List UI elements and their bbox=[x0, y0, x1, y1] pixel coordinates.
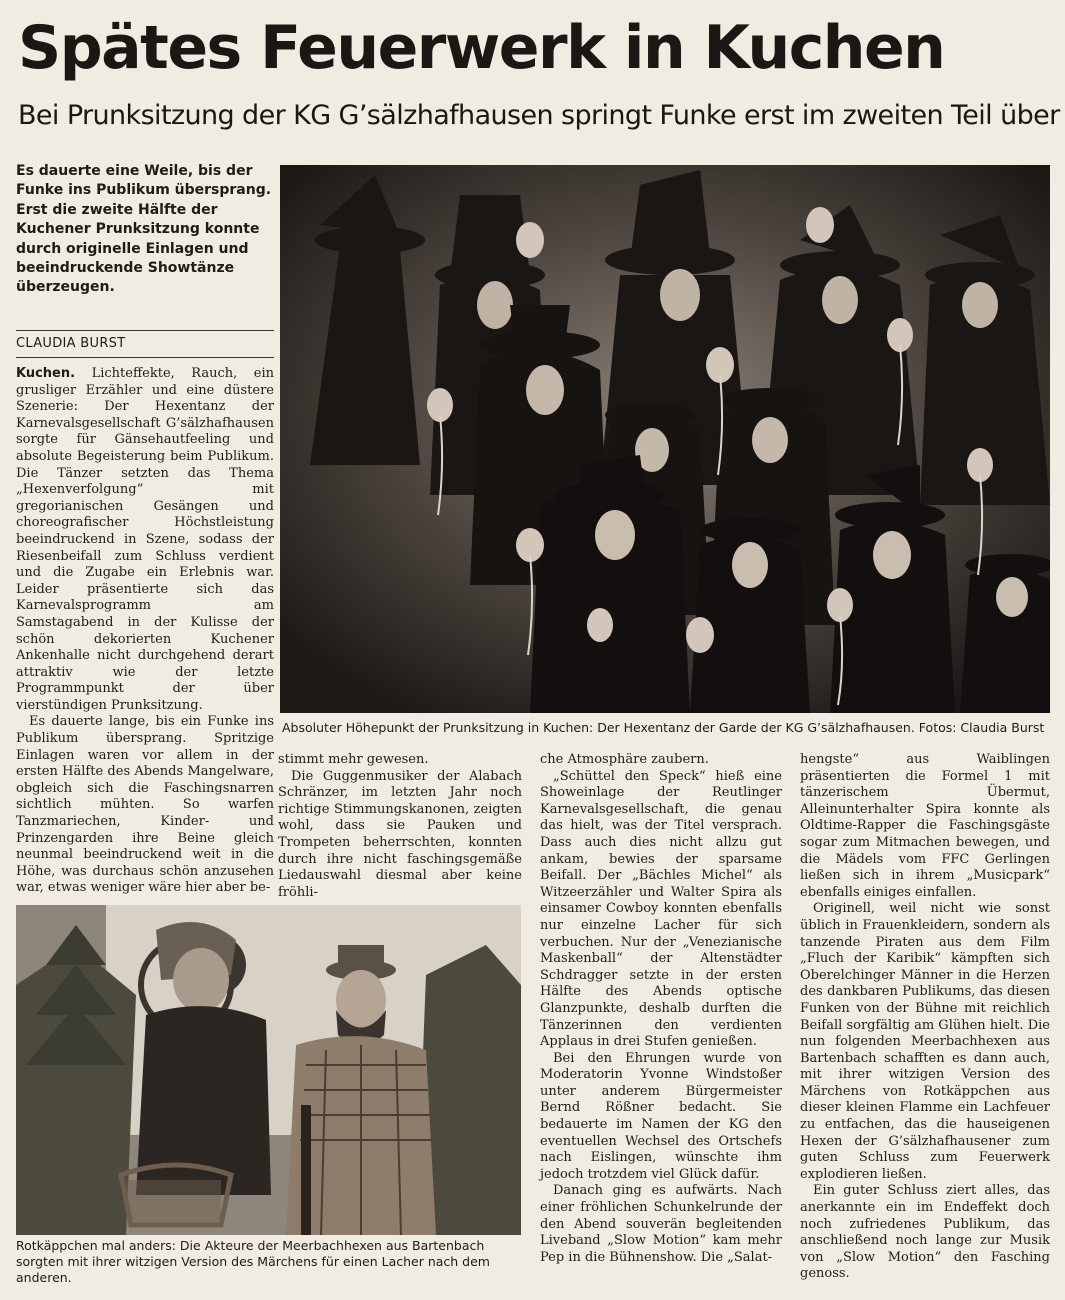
headline: Spätes Feuerwerk in Kuchen bbox=[18, 13, 945, 83]
caption-small-photo: Rotkäppchen mal anders: Die Akteure der Meerbachhexen aus Bartenbach sorgten mit ihrer witzigen Version des Märchens für einen Lacher nach dem anderen. bbox=[16, 1238, 490, 1285]
rotkaeppchen-photo-drawing bbox=[16, 905, 521, 1235]
paragraph: Danach ging es aufwärts. Nach einer fröhlichen Schunkelrunde der den Abend souverän begleitenden Liveband „Slow Motion“ kam mehr Pep in die Bühnenshow. Die „Salat- bbox=[540, 1183, 782, 1265]
text-column-2 bbox=[278, 752, 522, 901]
lead-paragraph: Es dauerte eine Weile, bis der Funke ins Publikum übersprang. Erst die zweite Hälfte der Kuchener Prunksitzung konnte durch originelle Einlagen und beeindruckende Showtänze überzeugen. bbox=[16, 163, 272, 296]
paragraph: Originell, weil nicht wie sonst üblich in Frauenkleidern, sondern als tanzende Piraten aus dem Film „Fluch der Karibik“ kämpften sich Oberelchinger Männer in die Herzen des dankbaren Publikums, das diesen Funken von der Bühne mit reichlich Beifall sorgfältig am Glühen hielt. Die nun folgenden Meerbachhexen aus Bartenbach schafften es dann auch, mit ihrer witzigen Version des Märchens von Rotkäppchen aus dieser kleinen Flamme ein Lachfeuer zu entfachen, das die hauseigenen Hexen der G’sälzhafhausener zum guten Schluss zum Feuerwerk explodieren ließen. bbox=[800, 901, 1050, 1182]
witch-dance-photo-drawing bbox=[280, 165, 1050, 713]
caption-main-photo: Absoluter Höhepunkt der Prunksitzung in Kuchen: Der Hexentanz der Garde der KG G’sälzhafhausen. Fotos: Claudia Burst bbox=[282, 720, 1045, 735]
text-column-4 bbox=[800, 752, 1050, 1283]
paragraph: Bei den Ehrungen wurde von Moderatorin Yvonne Windstoßer unter anderem Bürgermeister Bernd Rößner bedacht. Sie bedauerte im Namen der KG den eventuellen Wechsel des Ortschefs nach Eislingen, wünschte ihm jedoch trotzdem viel Glück dafür. bbox=[540, 1050, 782, 1182]
paragraph: Die Guggenmusiker der Alabach Schränzer, im letzten Jahr noch richtige Stimmungskanonen, zeigten wohl, dass sie Pauken und Trompeten beherrschten, konnten durch ihre nicht faschingsgemäße Liedauswahl diesmal aber keine fröhli- bbox=[278, 768, 522, 900]
text-column-3 bbox=[540, 752, 782, 1266]
paragraph: hengste“ aus Waiblingen präsentierten die Formel 1 mit tänzerischem Übermut, Alleinunterhalter Spira konnte als Oldtime-Rapper die Faschingsgäste sogar zum Mitmachen bewegen, und die Mädels vom FFC Gerlingen ließen sich in ihrem „Musicpark“ ebenfalls einiges einfallen. bbox=[800, 752, 1050, 900]
text-column-1 bbox=[16, 366, 274, 897]
subheadline: Bei Prunksitzung der KG G’sälzhafhausen springt Funke erst im zweiten Teil über bbox=[18, 100, 1060, 131]
photo-witch-dance bbox=[280, 165, 1050, 713]
paragraph: stimmt mehr gewesen. bbox=[278, 752, 429, 767]
paragraph: „Schüttel den Speck“ hieß eine Showeinlage der Reutlinger Karnevalsgesellschaft, die genau das hielt, was der Titel versprach. Dass auch dies nicht allzu gut ankam, bewies der sparsame Beifall. Der „Bächles Michel“ als Witzeerzähler und Walter Spira als einsamer Cowboy konnten ebenfalls nur einzelne Lacher für sich verbuchen. Nur der „Venezianische Maskenball“ der Altenstädter Schdragger setzte in der ersten Hälfte des Abends optische Glanzpunkte, deshalb durften die Tänzerinnen den verdienten Applaus in drei Stufen genießen. bbox=[540, 768, 782, 1050]
dateline: Kuchen. bbox=[16, 366, 76, 381]
photo-rotkaeppchen-scene bbox=[16, 905, 521, 1235]
paragraph: Ein guter Schluss ziert alles, das anerkannte ein im Endeffekt doch noch zufriedenes Publikum, das anschließend noch lange zur Musik von „Slow Motion“ den Fasching genoss. bbox=[800, 1183, 1050, 1282]
paragraph-text: Lichteffekte, Rauch, ein grusliger Erzähler und eine düstere Szenerie: Der Hexentanz der Karnevalsgesellschaft G’sälzhafhausen sorgte für Gänsehautfeeling und absolute Begeisterung beim Publikum. Die Tänzer setzten das Thema „Hexenverfolgung“ mit gregorianischen Gesängen und choreografischer Höchstleistung beeindruckend in Szene, sodass der Riesenbeifall zum Schluss verdient und die Zugabe ein Erlebnis war. Leider präsentierte sich das Karnevalsprogramm am Samstagabend in der Kulisse der schön dekorierten Kuchener Ankenhalle nicht durchgehend derart attraktiv wie der letzte Programmpunkt der über vierstündigen Prunksitzung. bbox=[16, 366, 274, 713]
paragraph: Es dauerte lange, bis ein Funke ins Publikum übersprang. Spritzige Einlagen waren vor allem in der ersten Hälfte des Abends Mangelware, obgleich sich die Faschingsnarren sichtlich mühten. So warfen Tanzmariechen, Kinder- und Prinzengarden ihre Beine gleich neunmal beeindruckend weit in die Höhe, was durchaus schön anzusehen war, etwas weniger wäre hier aber be- bbox=[16, 714, 274, 896]
paragraph: che Atmosphäre zaubern. bbox=[540, 752, 709, 767]
author-byline: CLAUDIA BURST bbox=[16, 330, 274, 358]
paragraph bbox=[16, 366, 274, 714]
